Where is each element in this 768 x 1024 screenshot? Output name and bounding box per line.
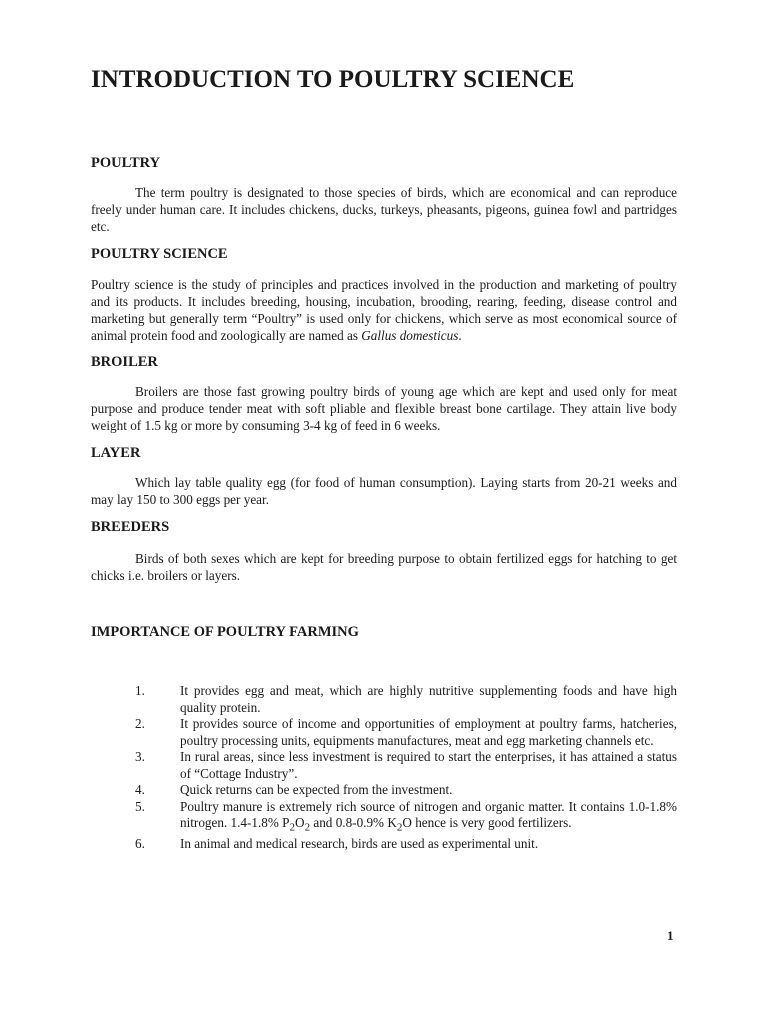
subscript: 2: [396, 821, 403, 834]
paragraph-poultry-science-end: .: [458, 328, 462, 343]
heading-broiler: BROILER: [91, 354, 158, 370]
page-number: 1: [667, 928, 674, 943]
paragraph-poultry: The term poultry is designated to those species of birds, which are economical and can reproduce freely under human care. It includes chickens, ducks, turkeys, pheasants, pigeons, guinea fowl and partridges etc.: [91, 185, 677, 234]
list-item-number: 1.: [135, 683, 145, 698]
list-item-number: 2.: [135, 716, 145, 731]
list-item: [91, 683, 677, 716]
list-item: [91, 716, 677, 749]
list-item-number: 5.: [135, 798, 145, 814]
heading-layer: LAYER: [91, 445, 141, 461]
list-item: [91, 836, 677, 853]
list-item-text: It provides source of income and opportunities of employment at poultry farms, hatcheries, poultry processing units, equipments manufactures, meat and egg marketing channels etc.: [180, 716, 677, 748]
list-item-number: 6.: [135, 836, 145, 852]
subscript: 2: [304, 821, 311, 834]
paragraph-breeders: Birds of both sexes which are kept for breeding purpose to obtain fertilized eggs for hatching to get chicks i.e. broilers or layers.: [91, 551, 677, 583]
importance-list: [91, 683, 677, 853]
list-item-text: It provides egg and meat, which are highly nutritive supplementing foods and have high quality protein.: [180, 683, 677, 715]
paragraph-broiler: Broilers are those fast growing poultry birds of young age which are kept and used only for meat purpose and produce tender meat with soft pliable and flexible breast bone cartilage. They attain live body weight of 1.5 kg or more by consuming 3-4 kg of feed in 6 weeks.: [91, 384, 677, 433]
manure-text-a: Poultry manure is extremely rich source of nitrogen and organic matter. It contains 1.0-1.8% nitrogen. 1.4-1.8% P: [180, 798, 677, 830]
document-title: INTRODUCTION TO POULTRY SCIENCE: [91, 66, 575, 93]
heading-importance: IMPORTANCE OF POULTRY FARMING: [91, 624, 359, 640]
subscript: 2: [289, 821, 296, 834]
list-item: [91, 749, 677, 782]
heading-poultry: POULTRY: [91, 155, 161, 171]
list-item-number: 4.: [135, 782, 145, 797]
list-item-text: [180, 799, 677, 837]
list-item-text: In rural areas, since less investment is required to start the enterprises, it has attained a status of “Cottage Industry”.: [180, 749, 677, 781]
manure-text-d: O hence is very good fertilizers.: [402, 815, 572, 830]
heading-poultry-science: POULTRY SCIENCE: [91, 246, 228, 262]
heading-breeders: BREEDERS: [91, 519, 170, 535]
paragraph-layer: Which lay table quality egg (for food of human consumption). Laying starts from 20-21 weeks and may lay 150 to 300 eggs per year.: [91, 475, 677, 507]
list-item: [91, 799, 677, 837]
scientific-name: Gallus domesticus: [361, 328, 459, 343]
list-item-text: In animal and medical research, birds are used as experimental unit.: [180, 836, 539, 852]
paragraph-poultry-science-text: Poultry science is the study of principles and practices involved in the production and marketing of poultry and its products. It includes breeding, housing, incubation, brooding, rearing, feeding, disease control and marketing but generally term “Poultry” is used only for chickens, which serve as most economical source of animal protein food and zoologically are named as: [91, 277, 677, 343]
list-item: [91, 782, 677, 799]
manure-text-c: and 0.8-0.9% K: [310, 815, 397, 830]
manure-text-b: O: [295, 815, 305, 830]
list-item-number: 3.: [135, 749, 145, 764]
list-item-text: Quick returns can be expected from the investment.: [180, 782, 453, 797]
paragraph-poultry-science: [91, 276, 677, 344]
